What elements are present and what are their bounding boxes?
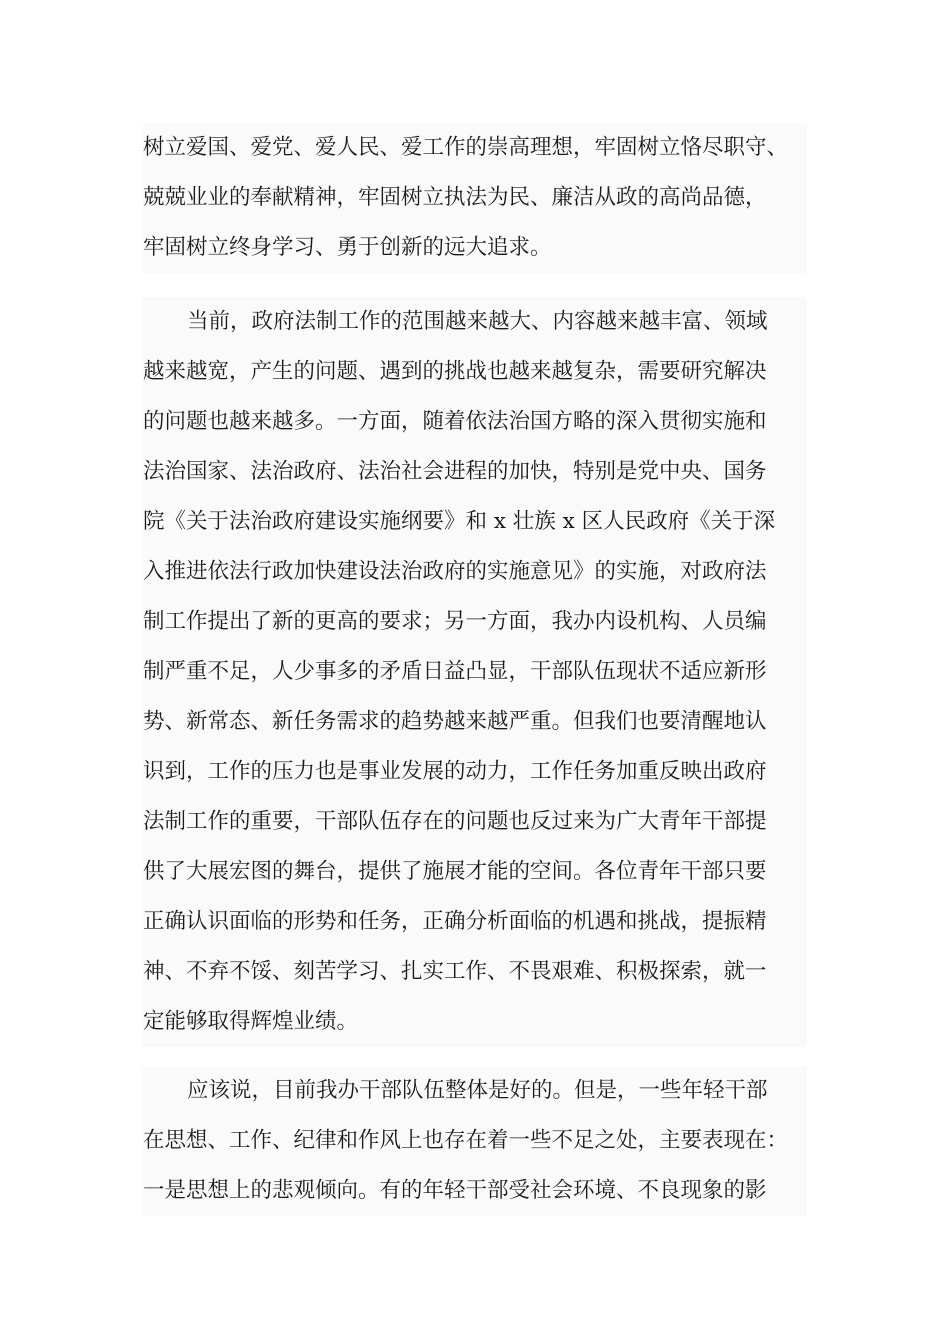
paragraph-line: 院《关于法治政府建设实施纲要》和 x 壮族 x 区人民政府《关于深 [143,509,776,534]
paragraph-line: 兢兢业业的奉献精神，牢固树立执法为民、廉洁从政的高尚品德， [143,185,767,210]
paragraph-line: 正确认识面临的形势和任务，正确分析面临的机遇和挑战，提振精 [143,909,767,934]
paragraph-line: 神、不弃不馁、刻苦学习、扎实工作、不畏艰难、积极探索，就一 [143,959,767,984]
paragraph-line: 势、新常态、新任务需求的趋势越来越严重。但我们也要清醒地认 [143,709,767,734]
paragraph-line: 定能够取得辉煌业绩。 [143,1009,359,1034]
paragraph-line: 当前，政府法制工作的范围越来越大、内容越来越丰富、领域 [187,309,768,334]
paragraph-line: 树立爱国、爱党、爱人民、爱工作的崇高理想，牢固树立恪尽职守、 [143,135,789,160]
paragraph-line: 应该说，目前我办干部队伍整体是好的。但是，一些年轻干部 [187,1078,768,1103]
paragraph-1 [143,123,807,273]
paragraph-line: 法治国家、法治政府、法治社会进程的加快，特别是党中央、国务 [143,459,767,484]
paragraph-line: 制严重不足，人少事多的矛盾日益凸显，干部队伍现状不适应新形 [143,659,767,684]
paragraph-line: 越来越宽，产生的问题、遇到的挑战也越来越复杂，需要研究解决 [143,359,767,384]
paragraph-3 [143,1066,807,1216]
paragraph-line: 在思想、工作、纪律和作风上也存在着一些不足之处，主要表现在： [143,1128,789,1153]
paragraph-line: 的问题也越来越多。一方面，随着依法治国方略的深入贯彻实施和 [143,409,767,434]
paragraph-line: 制工作提出了新的更高的要求；另一方面，我办内设机构、人员编 [143,609,767,634]
paragraph-line: 牢固树立终身学习、勇于创新的远大追求。 [143,235,552,260]
paragraph-line: 识到，工作的压力也是事业发展的动力，工作任务加重反映出政府 [143,759,767,784]
paragraph-line: 入推进依法行政加快建设法治政府的实施意见》的实施，对政府法 [143,559,767,584]
paragraph-line: 供了大展宏图的舞台，提供了施展才能的空间。各位青年干部只要 [143,859,767,884]
paragraph-2 [143,297,807,1047]
paragraph-line: 法制工作的重要，干部队伍存在的问题也反过来为广大青年干部提 [143,809,767,834]
paragraph-line: 一是思想上的悲观倾向。有的年轻干部受社会环境、不良现象的影 [143,1178,767,1203]
